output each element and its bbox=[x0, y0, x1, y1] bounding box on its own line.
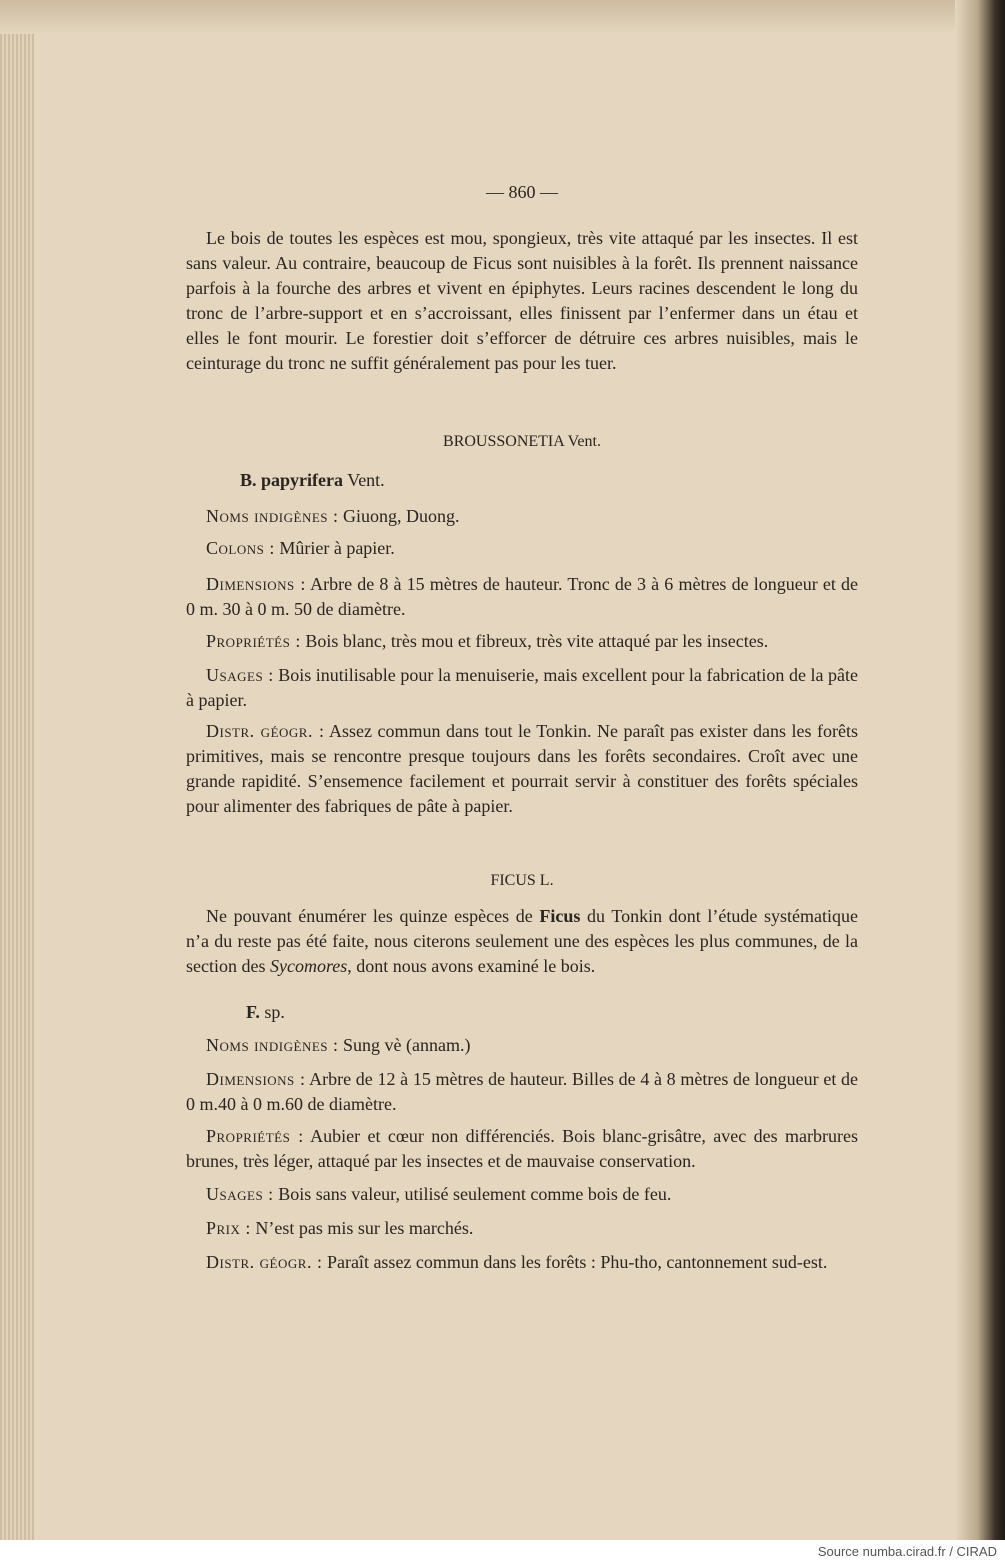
entry-text: Arbre de 8 à 15 mètres de hauteur. Tronc de 3 à 6 mètres de longueur et de 0 m. 30 à 0 m. 50 de diamètre. bbox=[186, 574, 858, 619]
entry-label: Distr. géogr. : bbox=[206, 1252, 323, 1272]
entry-label: Noms indigènes : bbox=[206, 1035, 339, 1055]
species-name: F. bbox=[246, 1002, 260, 1022]
entry-label: Prix : bbox=[206, 1218, 251, 1238]
genus-heading-ficus: FICUS L. bbox=[490, 872, 554, 889]
entry-text: N’est pas mis sur les marchés. bbox=[250, 1218, 474, 1238]
page-top-edge bbox=[0, 0, 1005, 34]
entry bbox=[186, 1250, 858, 1275]
entry bbox=[186, 1182, 858, 1207]
page-stack-edge bbox=[0, 0, 34, 1540]
book-binding bbox=[955, 0, 1005, 1540]
genus-name: Ficus bbox=[539, 906, 581, 926]
entry-text: Bois sans valeur, utilisé seulement comme bois de feu. bbox=[273, 1184, 672, 1204]
entry bbox=[186, 572, 858, 622]
text: Ne pouvant énumérer les quinze espèces de bbox=[206, 906, 540, 926]
entry-label: Usages : bbox=[206, 1184, 274, 1204]
entry bbox=[186, 719, 858, 819]
source-credit: Source numba.cirad.fr / CIRAD bbox=[817, 1544, 997, 1559]
entry-label: Noms indigènes : bbox=[206, 506, 339, 526]
entry-label: Propriétés : bbox=[206, 1126, 304, 1146]
page-number: — 860 — bbox=[486, 182, 558, 202]
entry-label: Distr. géogr. : bbox=[206, 721, 325, 741]
species-heading bbox=[240, 468, 385, 493]
entry bbox=[186, 1124, 858, 1174]
entry-label: Usages : bbox=[206, 665, 274, 685]
entry-text: Assez commun dans tout le Tonkin. Ne paraît pas exister dans les forêts primitives, mais se rencontre presque toujours dans les forêts secondaires. Croît avec une grande rapidité. S’ensemence facilement et pourrait servir à constituer des forêts spéciales pour alimenter des fabriques de pâte à papier. bbox=[186, 721, 858, 816]
entry-label: Colons : bbox=[206, 538, 275, 558]
section-name: Sycomores bbox=[269, 956, 348, 976]
species-heading bbox=[246, 1000, 285, 1025]
entry-text: Aubier et cœur non différenciés. Bois blanc-grisâtre, avec des marbrures brunes, très léger, attaqué par les insectes et de mauvaise conservation. bbox=[186, 1126, 858, 1171]
entry-text: Paraît assez commun dans les forêts : Phu-tho, cantonnement sud-est. bbox=[322, 1252, 828, 1272]
text: , dont nous avons examiné le bois. bbox=[347, 956, 596, 976]
entry bbox=[186, 629, 858, 654]
entry bbox=[186, 536, 858, 561]
entry bbox=[186, 1033, 858, 1058]
text: du Tonkin dont l’étude systématique n’a du reste pas été faite, nous citerons seulement une des espèces les plus communes, de la section des bbox=[186, 906, 858, 976]
ficus-intro bbox=[186, 904, 858, 979]
entry-label: Dimensions : bbox=[206, 1069, 306, 1089]
entry-text: Giuong, Duong. bbox=[338, 506, 460, 526]
entry-text: Bois blanc, très mou et fibreux, très vite attaqué par les insectes. bbox=[300, 631, 769, 651]
entry-text: Bois inutilisable pour la menuiserie, mais excellent pour la fabrication de la pâte à papier. bbox=[186, 665, 858, 710]
source-footer bbox=[0, 1540, 1005, 1566]
species-author: Vent. bbox=[347, 470, 385, 490]
entry-label: Propriétés : bbox=[206, 631, 301, 651]
entry bbox=[186, 1216, 858, 1241]
genus-heading-broussonetia: BROUSSONETIA Vent. bbox=[443, 433, 601, 450]
entry-text: Sung vè (annam.) bbox=[338, 1035, 471, 1055]
entry-text: Arbre de 12 à 15 mètres de hauteur. Billes de 4 à 8 mètres de longueur et de 0 m.40 à 0 m.60 de diamètre. bbox=[186, 1069, 858, 1114]
entry-text: Mûrier à papier. bbox=[274, 538, 395, 558]
species-author: sp. bbox=[264, 1002, 285, 1022]
entry-label: Dimensions : bbox=[206, 574, 306, 594]
entry bbox=[186, 663, 858, 713]
entry bbox=[186, 504, 858, 529]
intro-paragraph: Le bois de toutes les espèces est mou, spongieux, très vite attaqué par les insectes. Il est sans valeur. Au contraire, beaucoup de Ficus sont nuisibles à la forêt. Ils prennent naissance parfois à la fourche des arbres et vivent en épiphytes. Leurs racines descendent le long du tronc de l’arbre-support et en s’accroissant, elles finissent par l’enfermer dans un étau et elles le font mourir. Le forestier doit s’efforcer de détruire ces arbres nuisibles, mais le ceinturage du tronc ne suffit généralement pas pour les tuer. bbox=[186, 228, 858, 373]
entry bbox=[186, 1067, 858, 1117]
species-name: B. papyrifera bbox=[240, 470, 343, 490]
